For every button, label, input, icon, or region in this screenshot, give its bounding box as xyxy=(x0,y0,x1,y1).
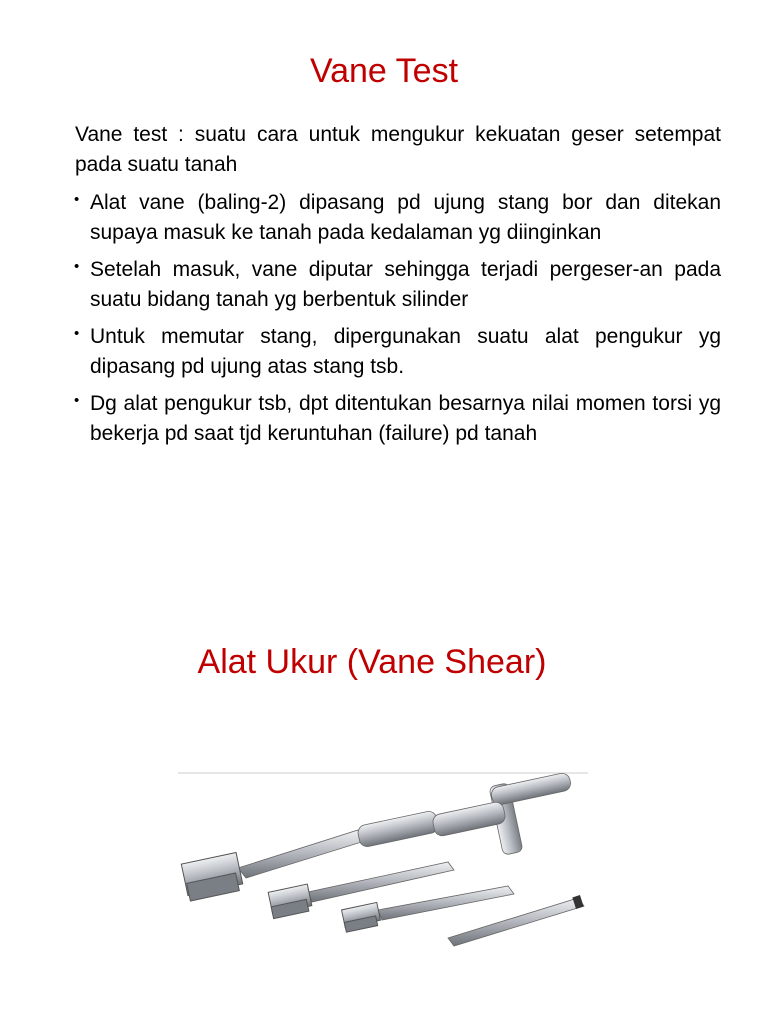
bullet-icon: • xyxy=(74,258,80,275)
bullet-list xyxy=(75,188,721,456)
bullet-text: Untuk memutar stang, dipergunakan suatu alat pengukur yg dipasang pd ujung atas stang tsb. xyxy=(90,325,721,378)
bullet-icon: • xyxy=(74,392,80,409)
bullet-text: Alat vane (baling-2) dipasang pd ujung stang bor dan ditekan supaya masuk ke tanah pada kedalaman yg diinginkan xyxy=(90,191,721,244)
bullet-item xyxy=(75,188,721,248)
bullet-item xyxy=(75,322,721,382)
bullet-text: Setelah masuk, vane diputar sehingga terjadi pergeser-an pada suatu bidang tanah yg berbentuk silinder xyxy=(90,258,721,311)
section-title: Alat Ukur (Vane Shear) xyxy=(197,643,547,681)
slide-title: Vane Test xyxy=(309,52,459,90)
bullet-icon: • xyxy=(74,191,80,208)
vane-shear-tool-photo xyxy=(178,770,588,990)
bullet-item xyxy=(75,389,721,449)
intro-paragraph: Vane test : suatu cara untuk mengukur kekuatan geser setempat pada suatu tanah xyxy=(75,123,721,176)
bullet-item xyxy=(75,255,721,315)
bullet-text: Dg alat pengukur tsb, dpt ditentukan besarnya nilai momen torsi yg bekerja pd saat tjd keruntuhan (failure) pd tanah xyxy=(90,392,721,445)
bullet-icon: • xyxy=(74,325,80,342)
